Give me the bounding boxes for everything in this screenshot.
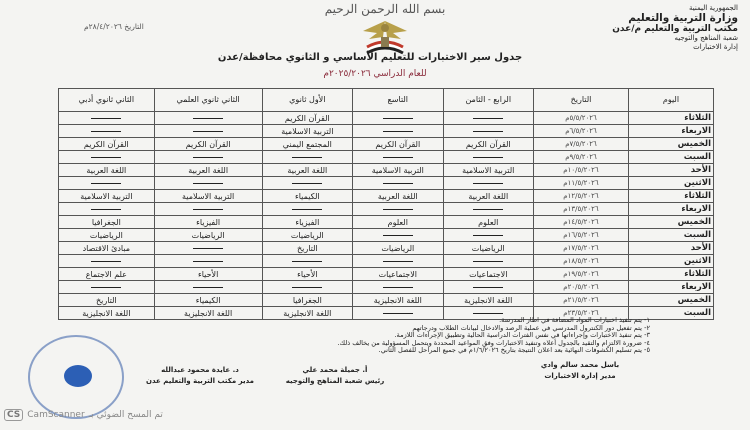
subject-cell: المجتمع اليمني xyxy=(262,138,352,151)
table-row xyxy=(59,216,714,229)
header-institution xyxy=(568,4,738,51)
day-cell: الاربعاء xyxy=(629,281,714,294)
no-exam-cell xyxy=(353,203,443,216)
no-exam-cell xyxy=(443,203,533,216)
dash-line xyxy=(292,209,322,210)
subject-cell: القرآن الكريم xyxy=(443,138,533,151)
dash-line xyxy=(193,118,223,119)
no-exam-cell xyxy=(59,112,155,125)
date-cell: ١٦/٥/٢٠٢٦م xyxy=(534,229,629,242)
date-cell: ٦/٥/٢٠٢٦م xyxy=(534,125,629,138)
subject-cell: الرياضيات xyxy=(443,242,533,255)
no-exam-cell xyxy=(353,125,443,138)
subject-cell: الاجتماعيات xyxy=(443,268,533,281)
subject-cell: الأحياء xyxy=(262,268,352,281)
column-header: التاسع xyxy=(353,89,443,112)
date-cell: ١٤/٥/٢٠٢٦م xyxy=(534,216,629,229)
no-exam-cell xyxy=(59,281,155,294)
dash-line xyxy=(91,209,121,210)
subject-cell: الكيمياء xyxy=(154,294,262,307)
dash-line xyxy=(473,157,503,158)
dash-line xyxy=(91,118,121,119)
no-exam-cell xyxy=(154,255,262,268)
no-exam-cell xyxy=(443,125,533,138)
date-cell: ٩/٥/٢٠٢٦م xyxy=(534,151,629,164)
day-cell: السبت xyxy=(629,229,714,242)
dash-line xyxy=(193,209,223,210)
dash-line xyxy=(473,209,503,210)
signatory-role: مدير إدارة الاختبارات xyxy=(544,372,616,381)
subject-cell: اللغة الانجليزية xyxy=(59,307,155,320)
subject-cell: اللغة العربية xyxy=(59,164,155,177)
dash-line xyxy=(383,261,413,262)
date-cell: ١١/٥/٢٠٢٦م xyxy=(534,177,629,190)
date-cell: ٧/٥/٢٠٢٦م xyxy=(534,138,629,151)
subject-cell: التاريخ xyxy=(59,294,155,307)
day-cell: الأحد xyxy=(629,164,714,177)
day-cell: الاربعاء xyxy=(629,125,714,138)
subject-cell: علم الاجتماع xyxy=(59,268,155,281)
signatory-name: باسل محمد سالم وادي xyxy=(540,361,620,369)
date-cell: ٢٠/٥/٢٠٢٦م xyxy=(534,281,629,294)
column-header: التاريخ xyxy=(534,89,629,112)
dash-line xyxy=(473,313,503,314)
dash-line xyxy=(292,183,322,184)
notes-list xyxy=(90,317,650,355)
division-label: شعبة المناهج والتوجيه xyxy=(674,34,738,43)
dash-line xyxy=(383,287,413,288)
table-row xyxy=(59,125,714,138)
subject-cell: التربية الاسلامية xyxy=(154,190,262,203)
dash-line xyxy=(292,261,322,262)
dash-line xyxy=(473,118,503,119)
column-header: الأول ثانوي xyxy=(262,89,352,112)
date-cell: ١٢/٥/٢٠٢٦م xyxy=(534,190,629,203)
subject-cell: الفيزياء xyxy=(154,216,262,229)
table-row xyxy=(59,138,714,151)
subject-cell: التربية الاسلامية xyxy=(59,190,155,203)
country-label: الجمهورية اليمنية xyxy=(688,4,738,12)
no-exam-cell xyxy=(154,203,262,216)
table-row xyxy=(59,151,714,164)
no-exam-cell xyxy=(443,112,533,125)
subject-cell: مبادئ الاقتصاد xyxy=(59,242,155,255)
dash-line xyxy=(473,183,503,184)
date-cell: ١٠/٥/٢٠٢٦م xyxy=(534,164,629,177)
subject-cell: اللغة الانجليزية xyxy=(154,307,262,320)
dash-line xyxy=(193,287,223,288)
note-item: ٣- يتم تنفيذ الاختبارات وإجراءاتها في نفس الفترات الدراسية الحالية وتطبيق الإجراءات اللازمة. xyxy=(394,331,650,340)
document-date: التاريخ ٢٨/٤/٢٠٢٦م xyxy=(84,22,144,31)
subject-cell: الرياضيات xyxy=(154,229,262,242)
dash-line xyxy=(383,131,413,132)
exam-schedule-table xyxy=(58,88,714,320)
basmala-calligraphy: بسم الله الرحمن الرحيم xyxy=(324,2,446,16)
dash-line xyxy=(383,209,413,210)
dash-line xyxy=(473,287,503,288)
no-exam-cell xyxy=(443,229,533,242)
no-exam-cell xyxy=(353,281,443,294)
date-cell: ٥/٥/٢٠٢٦م xyxy=(534,112,629,125)
table-row xyxy=(59,112,714,125)
day-cell: الاثنين xyxy=(629,255,714,268)
camscanner-logo-icon: CS xyxy=(4,409,23,421)
table-row xyxy=(59,229,714,242)
table-row xyxy=(59,242,714,255)
no-exam-cell xyxy=(353,229,443,242)
no-exam-cell xyxy=(443,177,533,190)
subject-cell: اللغة الانجليزية xyxy=(443,294,533,307)
yemen-emblem-icon xyxy=(355,17,415,55)
camscanner-app-name: CamScanner xyxy=(27,410,85,420)
signatory-name: أ. جميلة محمد علي xyxy=(302,366,368,374)
day-cell: الثلاثاء xyxy=(629,190,714,203)
dash-line xyxy=(473,261,503,262)
signatory-name: د. عايدة محمود عبدالله xyxy=(161,366,239,374)
day-cell: الثلاثاء xyxy=(629,112,714,125)
no-exam-cell xyxy=(262,203,352,216)
subject-cell: التاريخ xyxy=(262,242,352,255)
date-cell: ١٨/٥/٢٠٢٦م xyxy=(534,255,629,268)
subject-cell: اللغة الانجليزية xyxy=(353,294,443,307)
date-cell: ٢١/٥/٢٠٢٦م xyxy=(534,294,629,307)
no-exam-cell xyxy=(154,112,262,125)
subject-cell: القرآن الكريم xyxy=(59,138,155,151)
no-exam-cell xyxy=(353,112,443,125)
office-label: مكتب التربية والتعليم م/عدن xyxy=(612,24,738,35)
dash-line xyxy=(383,313,413,314)
date-cell: ٢٣/٥/٢٠٢٦م xyxy=(534,307,629,320)
table-row xyxy=(59,281,714,294)
dash-line xyxy=(383,183,413,184)
no-exam-cell xyxy=(59,125,155,138)
no-exam-cell xyxy=(443,281,533,294)
dash-line xyxy=(193,157,223,158)
dash-line xyxy=(292,157,322,158)
dash-line xyxy=(193,261,223,262)
dash-line xyxy=(383,235,413,236)
subject-cell: العلوم xyxy=(353,216,443,229)
subject-cell: القرآن الكريم xyxy=(353,138,443,151)
signatory-role: مدير مكتب التربية والتعليم عدن xyxy=(146,377,254,386)
subject-cell: الفيزياء xyxy=(262,216,352,229)
subject-cell: التربية الاسلامية xyxy=(353,164,443,177)
academic-year: للعام الدراسي ٢٠٢٥/٢٠٢٦م xyxy=(323,69,427,79)
no-exam-cell xyxy=(59,255,155,268)
no-exam-cell xyxy=(353,177,443,190)
subject-cell: الكيمياء xyxy=(262,190,352,203)
day-cell: الثلاثاء xyxy=(629,268,714,281)
subject-cell: اللغة العربية xyxy=(353,190,443,203)
subject-cell: الجغرافيا xyxy=(262,294,352,307)
subject-cell: القرآن الكريم xyxy=(154,138,262,151)
dash-line xyxy=(193,183,223,184)
day-cell: الخميس xyxy=(629,294,714,307)
dash-line xyxy=(473,131,503,132)
day-cell: الاثنين xyxy=(629,177,714,190)
subject-cell: التربية الاسلامية xyxy=(262,125,352,138)
no-exam-cell xyxy=(154,125,262,138)
subject-cell: اللغة العربية xyxy=(443,190,533,203)
signature-exams-director xyxy=(505,360,655,382)
signature-curricula-head xyxy=(255,365,415,387)
official-stamp xyxy=(28,335,124,419)
no-exam-cell xyxy=(59,177,155,190)
subject-cell: العلوم xyxy=(443,216,533,229)
no-exam-cell xyxy=(154,177,262,190)
subject-cell: الأحياء xyxy=(154,268,262,281)
dash-line xyxy=(193,248,223,249)
no-exam-cell xyxy=(262,151,352,164)
subject-cell: الرياضيات xyxy=(353,242,443,255)
no-exam-cell xyxy=(154,242,262,255)
date-cell: ١٧/٥/٢٠٢٦م xyxy=(534,242,629,255)
note-item: ١- يتم تنفيذ اختبارات المواد المضافة في اطار المدرسة. xyxy=(499,316,650,324)
subject-cell: اللغة العربية xyxy=(262,164,352,177)
dash-line xyxy=(292,287,322,288)
table-body xyxy=(59,112,714,320)
table-row xyxy=(59,177,714,190)
camscanner-caption: تم المسح الضوئي بـ xyxy=(88,410,163,420)
note-item: ٥- يتم تسليم الكشوفات النهائية بعد اعلان النتيجة بتاريخ ١/٦/٢٠٢٦م في جميع المراحل للفصل الثاني. xyxy=(378,346,650,355)
subject-cell: التربية الاسلامية xyxy=(443,164,533,177)
dash-line xyxy=(473,235,503,236)
table-row xyxy=(59,268,714,281)
dash-line xyxy=(193,131,223,132)
dash-line xyxy=(91,261,121,262)
day-cell: الخميس xyxy=(629,138,714,151)
date-cell: ١٣/٥/٢٠٢٦م xyxy=(534,203,629,216)
subject-cell: الرياضيات xyxy=(59,229,155,242)
note-item: ٤- ضرورة الالتزام والتقيد بالجدول أعلاه وتنفيذ الاختبارات وفق المواعيد المحددة ويتحمل المسؤولية من يخالف ذلك. xyxy=(337,338,650,347)
dash-line xyxy=(91,157,121,158)
day-cell: الخميس xyxy=(629,216,714,229)
camscanner-watermark xyxy=(4,409,163,421)
no-exam-cell xyxy=(154,151,262,164)
subject-cell: الجغرافيا xyxy=(59,216,155,229)
day-cell: الأحد xyxy=(629,242,714,255)
day-cell: الاربعاء xyxy=(629,203,714,216)
subject-cell: الاجتماعيات xyxy=(353,268,443,281)
no-exam-cell xyxy=(443,151,533,164)
subject-cell: اللغة الانجليزية xyxy=(262,307,352,320)
no-exam-cell xyxy=(154,281,262,294)
column-header: الثاني ثانوي أدبي xyxy=(59,89,155,112)
signatory-role: رئيس شعبة المناهج والتوجيه xyxy=(285,377,385,386)
dash-line xyxy=(383,157,413,158)
day-cell: السبت xyxy=(629,307,714,320)
column-header: اليوم xyxy=(629,89,714,112)
stamp-emblem-icon xyxy=(64,365,92,387)
no-exam-cell xyxy=(262,177,352,190)
table-row xyxy=(59,190,714,203)
subject-cell: القرآن الكريم xyxy=(262,112,352,125)
department-label: إدارة الاختبارات xyxy=(693,42,738,51)
column-header: الرابع - الثامن xyxy=(443,89,533,112)
table-row xyxy=(59,294,714,307)
note-item: ٢- يتم تفعيل دور الكنترول المدرسي في عملية الرصد والادخال لبيانات الطلاب ودرجاتهم xyxy=(412,323,650,332)
dash-line xyxy=(91,183,121,184)
day-cell: السبت xyxy=(629,151,714,164)
dash-line xyxy=(91,131,121,132)
dash-line xyxy=(91,287,121,288)
no-exam-cell xyxy=(262,281,352,294)
no-exam-cell xyxy=(443,255,533,268)
date-cell: ١٩/٥/٢٠٢٦م xyxy=(534,268,629,281)
dash-line xyxy=(383,118,413,119)
signature-office-director xyxy=(125,365,275,387)
no-exam-cell xyxy=(59,151,155,164)
ministry-label: وزارة التربية والتعليم xyxy=(628,12,738,25)
column-header: الثاني ثانوي العلمي xyxy=(154,89,262,112)
no-exam-cell xyxy=(262,255,352,268)
no-exam-cell xyxy=(353,151,443,164)
table-row xyxy=(59,255,714,268)
subject-cell: الرياضيات xyxy=(262,229,352,242)
table-row xyxy=(59,203,714,216)
document-title: جدول سير الاختبارات للتعليم الأساسي و الثانوي محافظة/عدن xyxy=(217,52,523,63)
no-exam-cell xyxy=(59,203,155,216)
no-exam-cell xyxy=(353,255,443,268)
table-row xyxy=(59,164,714,177)
table-header-row xyxy=(59,89,714,112)
subject-cell: اللغة العربية xyxy=(154,164,262,177)
